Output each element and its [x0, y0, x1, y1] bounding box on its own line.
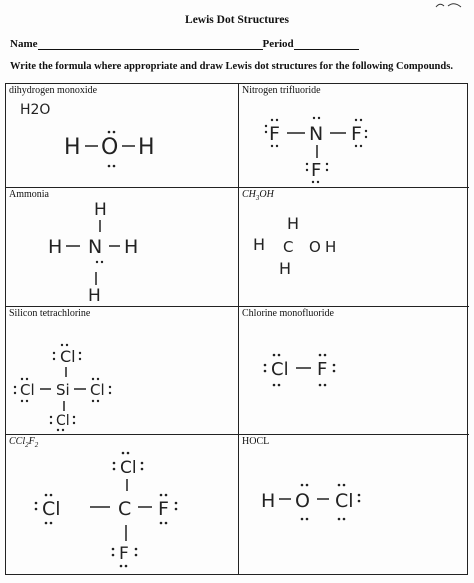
- atom-cl: Cl: [271, 359, 289, 380]
- atom-h: H: [88, 286, 101, 306]
- cell-hocl: [239, 435, 469, 574]
- atom-h: H: [325, 238, 337, 256]
- cell-ccl2f2: [6, 435, 239, 574]
- atom-c: C: [118, 498, 132, 520]
- atom-cl: Cl: [60, 347, 76, 366]
- atom-h: H: [48, 236, 63, 258]
- lewis-structure-ch3oh: [239, 188, 469, 307]
- atom-o: O: [309, 238, 321, 256]
- atom-n: N: [88, 236, 103, 258]
- cell-methanol: [239, 188, 469, 307]
- atom-cl: Cl: [120, 458, 137, 478]
- atom-h: H: [138, 135, 155, 160]
- atom-cl: Cl: [335, 490, 354, 512]
- cell-label: HOCL: [242, 436, 270, 447]
- formula-text: H2O: [20, 102, 51, 118]
- atom-cl: Cl: [20, 381, 35, 399]
- lewis-structure-sicl4: [6, 307, 239, 435]
- lewis-structure-clf: [239, 307, 469, 435]
- lewis-structure-h2o: [6, 84, 239, 188]
- compound-grid: [5, 83, 468, 575]
- atom-o: O: [295, 490, 310, 512]
- cell-label: $CH_3OH$: [242, 189, 274, 202]
- atom-f: F: [351, 123, 362, 145]
- corner-mark: [434, 0, 464, 10]
- lewis-structure-nf3: [239, 84, 469, 188]
- period-label: Period: [262, 38, 294, 50]
- cell-label: Silicon tetrachlorine: [9, 308, 91, 319]
- cell-label: $CCl_2F_2$: [9, 436, 39, 449]
- cell-silicon-tetrachloride: [6, 307, 239, 435]
- name-blank[interactable]: [38, 38, 263, 50]
- atom-h: H: [64, 135, 81, 160]
- lewis-structure-hocl: [239, 435, 469, 574]
- name-label: Name: [10, 38, 38, 50]
- cell-label: Ammonia: [9, 189, 49, 200]
- cell-ammonia: [6, 188, 239, 307]
- lewis-structure-nh3: [6, 188, 239, 307]
- instructions-text: Write the formula where appropriate and draw Lewis dot structures for the following Compounds.: [10, 61, 453, 72]
- atom-h: H: [253, 235, 266, 254]
- cell-chlorine-monofluoride: [239, 307, 469, 435]
- lewis-structure-ccl2f2: [6, 435, 239, 574]
- atom-h: H: [94, 200, 107, 220]
- name-period-line: [10, 38, 465, 50]
- atom-f: F: [119, 544, 129, 564]
- atom-c: C: [283, 238, 294, 256]
- cell-label: Nitrogen trifluoride: [242, 85, 321, 96]
- atom-cl: Cl: [90, 381, 105, 399]
- period-blank[interactable]: [294, 38, 359, 50]
- cell-label: dihydrogen monoxide: [9, 85, 98, 96]
- cell-dihydrogen-monoxide: [6, 84, 239, 188]
- atom-si: Si: [56, 381, 70, 399]
- page-title: Lewis Dot Structures: [185, 14, 289, 26]
- atom-f: F: [158, 498, 169, 520]
- atom-f: F: [269, 123, 280, 145]
- atom-o: O: [101, 135, 119, 160]
- atom-cl: Cl: [56, 413, 70, 429]
- atom-f: F: [311, 160, 322, 181]
- atom-n: N: [309, 123, 324, 145]
- cell-label: Chlorine monofluoride: [242, 308, 334, 319]
- atom-h: H: [261, 490, 276, 512]
- atom-f: F: [317, 359, 328, 380]
- atom-h: H: [287, 214, 300, 233]
- cell-nitrogen-trifluoride: [239, 84, 469, 188]
- atom-h: H: [124, 236, 139, 258]
- atom-h: H: [279, 259, 292, 278]
- atom-cl: Cl: [42, 498, 61, 520]
